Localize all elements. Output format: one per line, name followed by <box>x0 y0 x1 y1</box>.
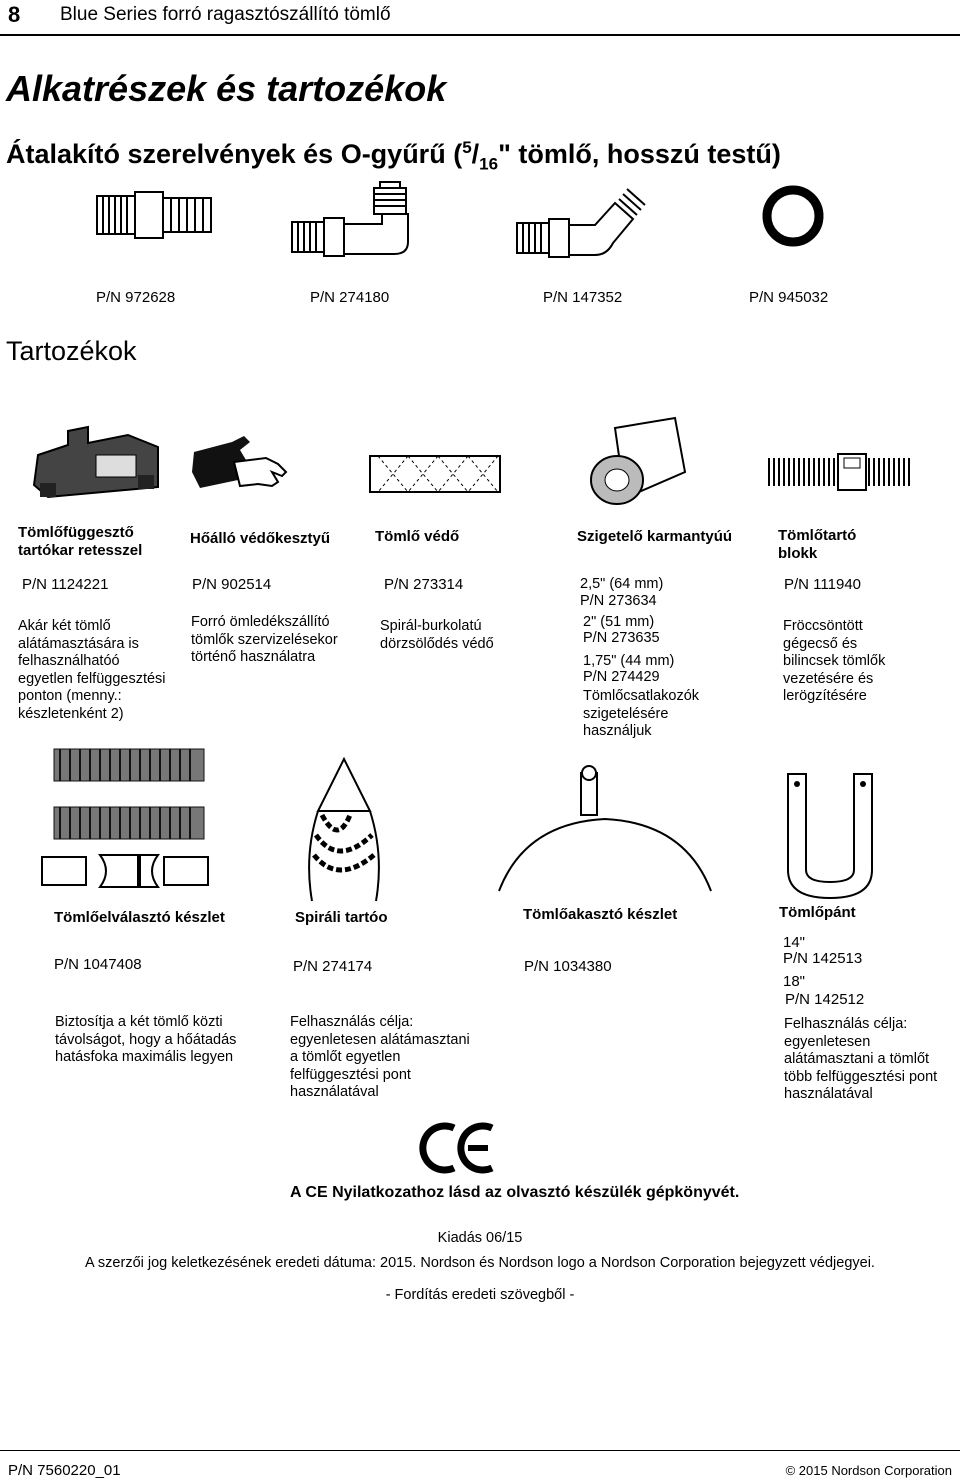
size: 18" <box>783 973 806 990</box>
hose-hanger-bracket-image <box>28 425 168 505</box>
straight-fitting-image <box>95 190 215 240</box>
item-description: Tömlőcsatlakozók szigetelésére használjuk <box>583 688 700 739</box>
part-number: P/N 273635 <box>583 630 660 646</box>
translation-note: - Fordítás eredeti szövegből - <box>385 1287 575 1303</box>
size: 1,75" (44 mm) <box>583 653 675 669</box>
part-number: P/N 273314 <box>384 576 464 593</box>
glove-image <box>188 432 292 498</box>
ce-declaration-note: A CE Nyilatkozathoz lásd az olvasztó készülék gépkönyvét. <box>290 1184 740 1201</box>
spiral-support-image <box>298 755 390 905</box>
item-label: Tömlőelválasztó készlet <box>54 909 225 926</box>
copyright-corp: © 2015 Nordson Corporation <box>785 1463 952 1478</box>
item-description: Spirál-burkolatú dörzsölődés védő <box>380 618 494 652</box>
elbow-fitting-image <box>290 180 415 260</box>
part-number: P/N 273634 <box>580 593 657 609</box>
subsection-title: Átalakító szerelvények és O-gyűrű ($^5/_{16}$" tömlő, hosszú testű) <box>6 138 781 174</box>
hose-separator-kit-image <box>40 745 210 893</box>
size: 2" (51 mm) <box>583 614 655 630</box>
part-number: P/N 274180 <box>310 289 390 306</box>
size: 2,5" (64 mm) <box>580 576 664 592</box>
running-title: Blue Series forró ragasztószállító tömlő <box>60 4 391 25</box>
page-number: 8 <box>8 2 21 27</box>
item-description: Fröccsöntött gégecső és bilincsek tömlők vezetésére és lerögzítésére <box>783 618 886 704</box>
o-ring-image <box>760 183 826 249</box>
item-label: Tömlőfüggesztő tartókar retesszel <box>18 524 143 559</box>
item-description: Felhasználás célja: egyenletesen alátámasztani a tömlőt több felfüggesztési pont használatával <box>784 1016 938 1102</box>
angle-fitting-image <box>515 185 650 265</box>
item-label: Tömlőpánt <box>779 904 856 921</box>
part-number: P/N 142513 <box>783 950 863 967</box>
item-description: Biztosítja a két tömlő közti távolságot, hogy a hőátadás hatásfoka maximális legyen <box>55 1014 237 1065</box>
part-number: P/N 147352 <box>543 289 623 306</box>
item-label: Tömlőtartó blokk <box>778 527 857 562</box>
subsection-title: Tartozékok <box>6 336 137 366</box>
hose-hanger-kit-image <box>495 765 715 895</box>
part-number: P/N 142512 <box>785 991 865 1008</box>
part-number: P/N 902514 <box>192 576 272 593</box>
part-number: P/N 945032 <box>749 289 829 306</box>
hose-strap-image <box>780 770 880 902</box>
part-number: P/N 1034380 <box>524 958 612 975</box>
size: 14" <box>783 934 806 951</box>
ce-mark-image <box>418 1120 498 1176</box>
document-part-number: P/N 7560220_01 <box>8 1462 121 1479</box>
item-description: Felhasználás célja: egyenletesen alátámasztani a tömlőt egyetlen felfüggesztési pont használatával <box>290 1014 470 1100</box>
item-label: Tömlő védő <box>375 528 460 545</box>
insulating-sleeve-image <box>585 412 691 508</box>
part-number: P/N 1124221 <box>22 576 109 593</box>
edition: Kiadás 06/15 <box>437 1230 523 1246</box>
copyright-note: A szerzői jog keletkezésének eredeti dátuma: 2015. Nordson és Nordson logo a Nordson Corporation bejegyzett védjegyei. <box>85 1255 875 1271</box>
part-number: P/N 972628 <box>96 289 176 306</box>
header-rule <box>0 34 960 36</box>
section-title: Alkatrészek és tartozékok <box>6 68 447 109</box>
part-number: P/N 111940 <box>784 576 861 593</box>
item-label: Spiráli tartóo <box>295 909 388 926</box>
part-number: P/N 1047408 <box>54 956 142 973</box>
hose-support-block-image <box>766 452 914 492</box>
hose-protector-image <box>368 454 502 494</box>
part-number: P/N 274429 <box>583 669 660 685</box>
item-label: Hőálló védőkesztyű <box>190 530 331 547</box>
item-description: Akár két tömlő alátámasztására is felhasználhatóó egyetlen felfüggesztési ponton (menny.: készletenként 2) <box>18 618 166 722</box>
item-label: Szigetelő karmantyúú <box>577 528 733 545</box>
part-number: P/N 274174 <box>293 958 373 975</box>
item-label: Tömlőakasztó készlet <box>523 906 678 923</box>
footer-rule <box>0 1450 960 1451</box>
item-description: Forró ömledékszállító tömlők szervizelésekor történő használatra <box>191 614 338 665</box>
